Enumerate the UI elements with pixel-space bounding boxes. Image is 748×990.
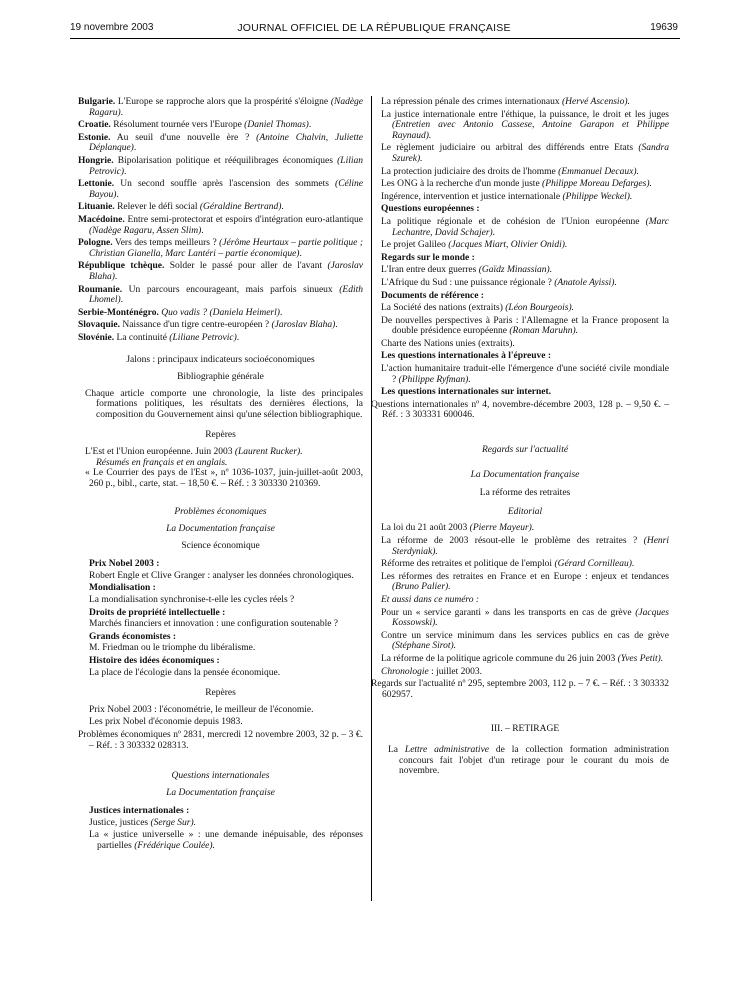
country-text: Un second souffle après l'ascension des sommets	[114, 179, 336, 190]
country-entry	[78, 285, 363, 306]
item-author: (Marc Lechantre, David Schajer).	[392, 216, 669, 238]
reperes-heading: Repères	[205, 430, 236, 441]
epreuve-title: Les questions internationales à l'épreuve :	[381, 351, 552, 362]
list-item	[381, 179, 669, 190]
item-text: La réforme de la politique agricole commune du 26 juin 2003	[381, 653, 618, 664]
country-entry	[78, 179, 363, 200]
country-entry	[78, 215, 363, 236]
header-page-number: 19639	[650, 22, 678, 33]
list-item	[381, 316, 669, 337]
country-entry	[78, 156, 363, 177]
country-author: (Jaroslav Blaha)	[271, 320, 336, 331]
item-author: (Hervé Ascensio).	[561, 97, 630, 107]
country-text: Résolument tournée vers l'Europe	[110, 120, 245, 131]
jalons-heading: Jalons : principaux indicateurs socioéconomiques	[126, 355, 315, 366]
item-text: De nouvelles perspectives à Paris : l'Allemagne et la France proposent la double présidence européenne	[381, 315, 669, 337]
country-entry	[78, 320, 363, 331]
mondial-text: La mondialisation synchronise-t-elle les cycles réels ?	[89, 594, 295, 605]
list-item	[381, 217, 669, 238]
item-text: L'Afrique du Sud : une puissance régionale ?	[381, 277, 555, 288]
country-end: .	[279, 307, 283, 318]
item-text: Les ONG à la recherche d'un monde juste	[381, 179, 543, 190]
reforme-heading: La réforme des retraites	[479, 488, 571, 499]
item-text: Réforme des retraites et politique de l'emploi	[381, 559, 555, 570]
item-author: (Pierre Mayeur).	[469, 523, 535, 534]
item-author: (Yves Petit).	[617, 653, 664, 664]
est-text: L'Est et l'Union européenne. Juin 2003	[85, 447, 235, 458]
country-end: .	[124, 166, 127, 177]
country-text: Naissance d'un tigre centre-européen ?	[119, 320, 272, 331]
item-text: La Société des nations (extraits)	[381, 303, 506, 314]
header-rule	[70, 38, 680, 39]
country-author: (Daniel Thomas)	[244, 120, 309, 131]
country-name: Croatie.	[78, 120, 111, 131]
country-end: .	[120, 295, 124, 306]
country-end: .	[116, 189, 119, 200]
country-end: .	[201, 225, 204, 236]
country-author: (Nadège Ragaru, Assen Slim)	[89, 225, 202, 236]
prix-nobel-since: Les prix Nobel d'économie depuis 1983.	[89, 717, 243, 728]
country-author: (Lilian Petrovic)	[89, 155, 363, 177]
list-item	[381, 192, 669, 203]
problemes-reference: Problèmes économiques nº 2831, mercredi 12 novembre 2003, 32 p. – 3 €. – Réf. : 3 303332 028313.	[78, 729, 363, 751]
reperes-heading-2: Repères	[205, 688, 236, 699]
problemes-heading: Problèmes économiques	[174, 507, 267, 518]
country-text: Relever le défi social	[114, 202, 200, 213]
item-text: Le projet Galileo	[381, 240, 449, 251]
histoire-text: La place de l'écologie dans la pensée économique.	[89, 667, 281, 678]
item-author: (Jacques Kossowski).	[392, 607, 669, 629]
country-text: Entre semi-protectorat et espoirs d'intégration euro-atlantique	[124, 214, 363, 225]
item-author: (Roman Maruhn).	[509, 326, 578, 337]
country-author: Quo vadis ? (Daniela Heimerl)	[161, 307, 280, 318]
country-name: République tchèque.	[78, 261, 165, 272]
resumes-note: Résumés en français et en anglais.	[96, 457, 228, 468]
retirage-heading: III. – RETIRAGE	[490, 724, 560, 735]
epreuve-list	[381, 364, 669, 385]
country-author: (Jaroslav Blaha)	[89, 261, 364, 282]
country-end: .	[133, 143, 137, 154]
list-item	[381, 654, 669, 665]
header-title: JOURNAL OFFICIEL DE LA RÉPUBLIQUE FRANÇAISE	[237, 22, 511, 34]
country-text: La continuité	[114, 332, 170, 343]
justices-list-continued	[381, 97, 669, 202]
list-item	[381, 97, 669, 108]
qeuro-title: Questions européennes :	[381, 204, 480, 215]
country-text: L'Europe se rapproche alors que la prospérité s'éloigne	[115, 97, 331, 107]
item-author: (Philippe Ryfman).	[398, 374, 471, 385]
country-name: Estonie.	[78, 132, 111, 143]
list-item	[381, 559, 669, 570]
questions-heading: Questions internationales	[171, 771, 270, 782]
item-text: Les réformes des retraites en France et en Europe : enjeux et tendances	[381, 571, 669, 582]
item-author: (Gérard Cornilleau).	[554, 559, 635, 570]
item-text: Le règlement judiciaire ou arbitral des différends entre Etats	[381, 143, 639, 154]
country-name: Pologne.	[78, 238, 113, 249]
country-entry	[78, 202, 363, 213]
item-text: Charte des Nations unies (extraits).	[381, 338, 515, 349]
country-name: Bulgarie.	[78, 97, 116, 107]
item-author: (Philippe Moreau Defarges).	[542, 179, 652, 190]
item-author: (Philippe Weckel).	[562, 191, 633, 202]
justices-title: Justices internationales :	[89, 806, 190, 817]
mondial-title: Mondialisation :	[89, 583, 156, 594]
item-text: L'action humanitaire traduit-elle l'émergence d'une société civile mondiale ?	[381, 364, 669, 385]
item-text: Pour un « service garanti » dans les transports en cas de grève	[381, 607, 636, 618]
list-item	[381, 265, 669, 276]
grands-title: Grands économistes :	[89, 631, 177, 642]
right-column	[371, 97, 670, 777]
list-item	[381, 523, 669, 534]
item-text: Contre un service minimum dans les services publics en cas de grève	[381, 630, 669, 641]
aussi-heading: Et aussi dans ce numéro :	[381, 594, 480, 605]
regards-title: Regards sur le monde :	[381, 252, 475, 263]
retraites-list	[381, 523, 669, 593]
country-end: .	[308, 120, 312, 131]
docfr-heading-2: La Documentation française	[166, 787, 275, 798]
country-name: Lituanie.	[78, 202, 115, 213]
item-text: La loi du 21 août 2003	[381, 523, 470, 534]
item-author: (Emmanuel Decaux).	[558, 166, 639, 177]
droits-text: Marchés financiers et innovation : une configuration soutenable ?	[89, 619, 339, 630]
country-text: Solder le passé pour aller de l'avant	[164, 261, 328, 272]
list-item	[381, 278, 669, 289]
country-entry	[78, 333, 363, 344]
item-author: (Sandra Szurek).	[392, 143, 669, 164]
list-item	[381, 364, 669, 385]
country-entry	[78, 97, 363, 118]
country-entry	[78, 238, 363, 259]
list-item	[381, 303, 669, 314]
list-item	[381, 608, 669, 629]
country-end: .	[299, 248, 302, 259]
list-item	[381, 167, 669, 178]
item-text: Ingérence, intervention et justice internationale	[381, 191, 563, 202]
item-text: La justice internationale entre l'éthique, la puissance, le droit et les juges	[381, 109, 669, 120]
biblio-heading: Bibliographie générale	[177, 372, 264, 383]
country-entry	[78, 120, 363, 131]
item-author: (Stéphane Sirot).	[392, 641, 457, 652]
country-name: Hongrie.	[78, 155, 114, 166]
country-entry	[78, 261, 363, 282]
country-end: .	[335, 320, 338, 331]
country-text: Un parcours encourageant, mais parfois sinueux	[122, 284, 340, 295]
prix-title: Prix Nobel 2003 :	[89, 559, 160, 570]
chaque-paragraph: Chaque article comporte une chronologie, la liste des principales formations politiques, les résultats des dernières élections, la composition du Gouvernement ainsi qu'une sélection bibliographique.	[85, 388, 363, 420]
column-divider	[371, 96, 372, 901]
list-item	[381, 536, 669, 557]
justices-item-1: Justice, justices (Serge Sur).	[89, 817, 197, 828]
docref-list	[381, 303, 669, 349]
retirage-paragraph: La Lettre administrative de la collection formation administration concours fait l'objet d'un retirage pour le courant du mois de novembre.	[388, 744, 670, 777]
country-end: .	[236, 332, 240, 343]
prix-nobel-line: Prix Nobel 2003 : l'économétrie, le meilleur de l'économie.	[89, 704, 314, 715]
country-author: (Nadège Ragaru)	[89, 97, 363, 118]
internet-title: Les questions internationales sur internet.	[381, 387, 552, 398]
country-text: Vers des temps meilleurs ?	[112, 238, 220, 249]
left-column	[78, 97, 363, 854]
country-name: Serbie-Monténégro.	[78, 307, 159, 318]
item-author: (Henri Sterdyniak).	[392, 536, 669, 557]
qeuro-list	[381, 217, 669, 251]
est-author: (Laurent Rucker).	[234, 447, 303, 458]
country-author: (Antoine Chalvin, Juliette Déplanque)	[89, 132, 363, 154]
country-author: (Liliane Petrovic)	[169, 332, 237, 343]
item-author: (Bruno Palier).	[392, 582, 451, 593]
country-entry	[78, 308, 363, 319]
list-item	[381, 240, 669, 251]
item-author: (Entretien avec Antonio Cassese, Antoine Garapon et Philippe Raynaud).	[392, 120, 669, 141]
regards-list	[381, 265, 669, 288]
prix-text: Robert Engle et Clive Granger : analyser les données chronologiques.	[89, 570, 354, 581]
justices-item-2: La « justice universelle » : une demande inépuisable, des réponses partielles (Frédérique Coulée).	[89, 830, 363, 852]
docfr-heading-1: La Documentation française	[166, 524, 275, 534]
aussi-list	[381, 608, 669, 665]
item-text: L'Iran entre deux guerres	[381, 265, 479, 276]
regards-reference: Regards sur l'actualité nº 295, septembre 2003, 112 p. – 7 €. – Réf. : 3 303332 602957.	[371, 679, 669, 700]
est-entry	[78, 447, 363, 468]
item-text: La protection judiciaire des droits de l'homme	[381, 166, 559, 177]
regards-actualite-heading: Regards sur l'actualité	[481, 445, 569, 456]
country-end: .	[281, 202, 284, 213]
country-name: Slovénie.	[78, 332, 115, 343]
docref-title: Documents de référence :	[381, 290, 484, 301]
item-author: (Léon Bourgeois).	[505, 303, 575, 314]
histoire-title: Histoire des idées économiques :	[89, 655, 220, 666]
country-name: Roumanie.	[78, 284, 123, 295]
country-author: (Jérôme Heurtaux – partie politique ; Christian Gianella, Marc Lantéri – partie économique)	[89, 238, 363, 259]
country-text: Au seuil d'une nouvelle ère ?	[110, 132, 257, 143]
country-name: Macédoine.	[78, 214, 125, 225]
header-date: 19 novembre 2003	[70, 22, 154, 33]
item-text: La politique régionale et de cohésion de l'Union européenne	[381, 216, 646, 227]
droits-title: Droits de propriété intellectuelle :	[89, 607, 226, 618]
country-name: Slovaquie.	[78, 320, 120, 331]
docfr-heading-3: La Documentation française	[470, 469, 580, 480]
list-item	[381, 631, 669, 652]
item-text: La répression pénale des crimes internationaux	[381, 97, 562, 107]
country-author: (Géraldine Bertrand)	[199, 202, 282, 213]
country-text: Bipolarisation politique et rééquilibrages économiques	[113, 155, 338, 166]
grands-text: M. Friedman ou le triomphe du libéralisme.	[89, 643, 256, 654]
list-item	[381, 110, 669, 142]
list-item	[381, 339, 669, 350]
country-end: .	[120, 107, 124, 118]
country-entry	[78, 133, 363, 154]
item-author: (Jacques Miart, Olivier Onidi).	[448, 240, 568, 251]
country-list	[78, 97, 363, 343]
country-author: (Céline Bayou)	[89, 179, 363, 200]
science-heading: Science économique	[181, 540, 260, 551]
country-end: .	[114, 271, 118, 282]
country-name: Lettonie.	[78, 179, 115, 190]
editorial-heading: Editorial	[507, 506, 543, 517]
list-item	[381, 572, 669, 593]
list-item	[381, 143, 669, 164]
qi-reference: Questions internationales nº 4, novembre-décembre 2003, 128 p. – 9,50 €. – Réf. : 3 303331 600046.	[371, 399, 669, 421]
country-author: (Edith Lhomel)	[89, 284, 363, 306]
item-text: La réforme de 2003 résout-elle le problème des retraites ?	[381, 536, 644, 546]
courrier-reference: « Le Courrier des pays de l'Est », nº 1036-1037, juin-juillet-août 2003, 260 p., bibl., carte, stat. – 18,50 €. – Réf. : 3 303330 210369.	[85, 468, 363, 489]
item-author: (Anatole Ayissi).	[554, 277, 617, 288]
page-header	[0, 0, 748, 40]
item-author: (Gaïdz Minassian).	[478, 265, 553, 276]
chronologie-line: Chronologie : juillet 2003.	[381, 666, 482, 677]
